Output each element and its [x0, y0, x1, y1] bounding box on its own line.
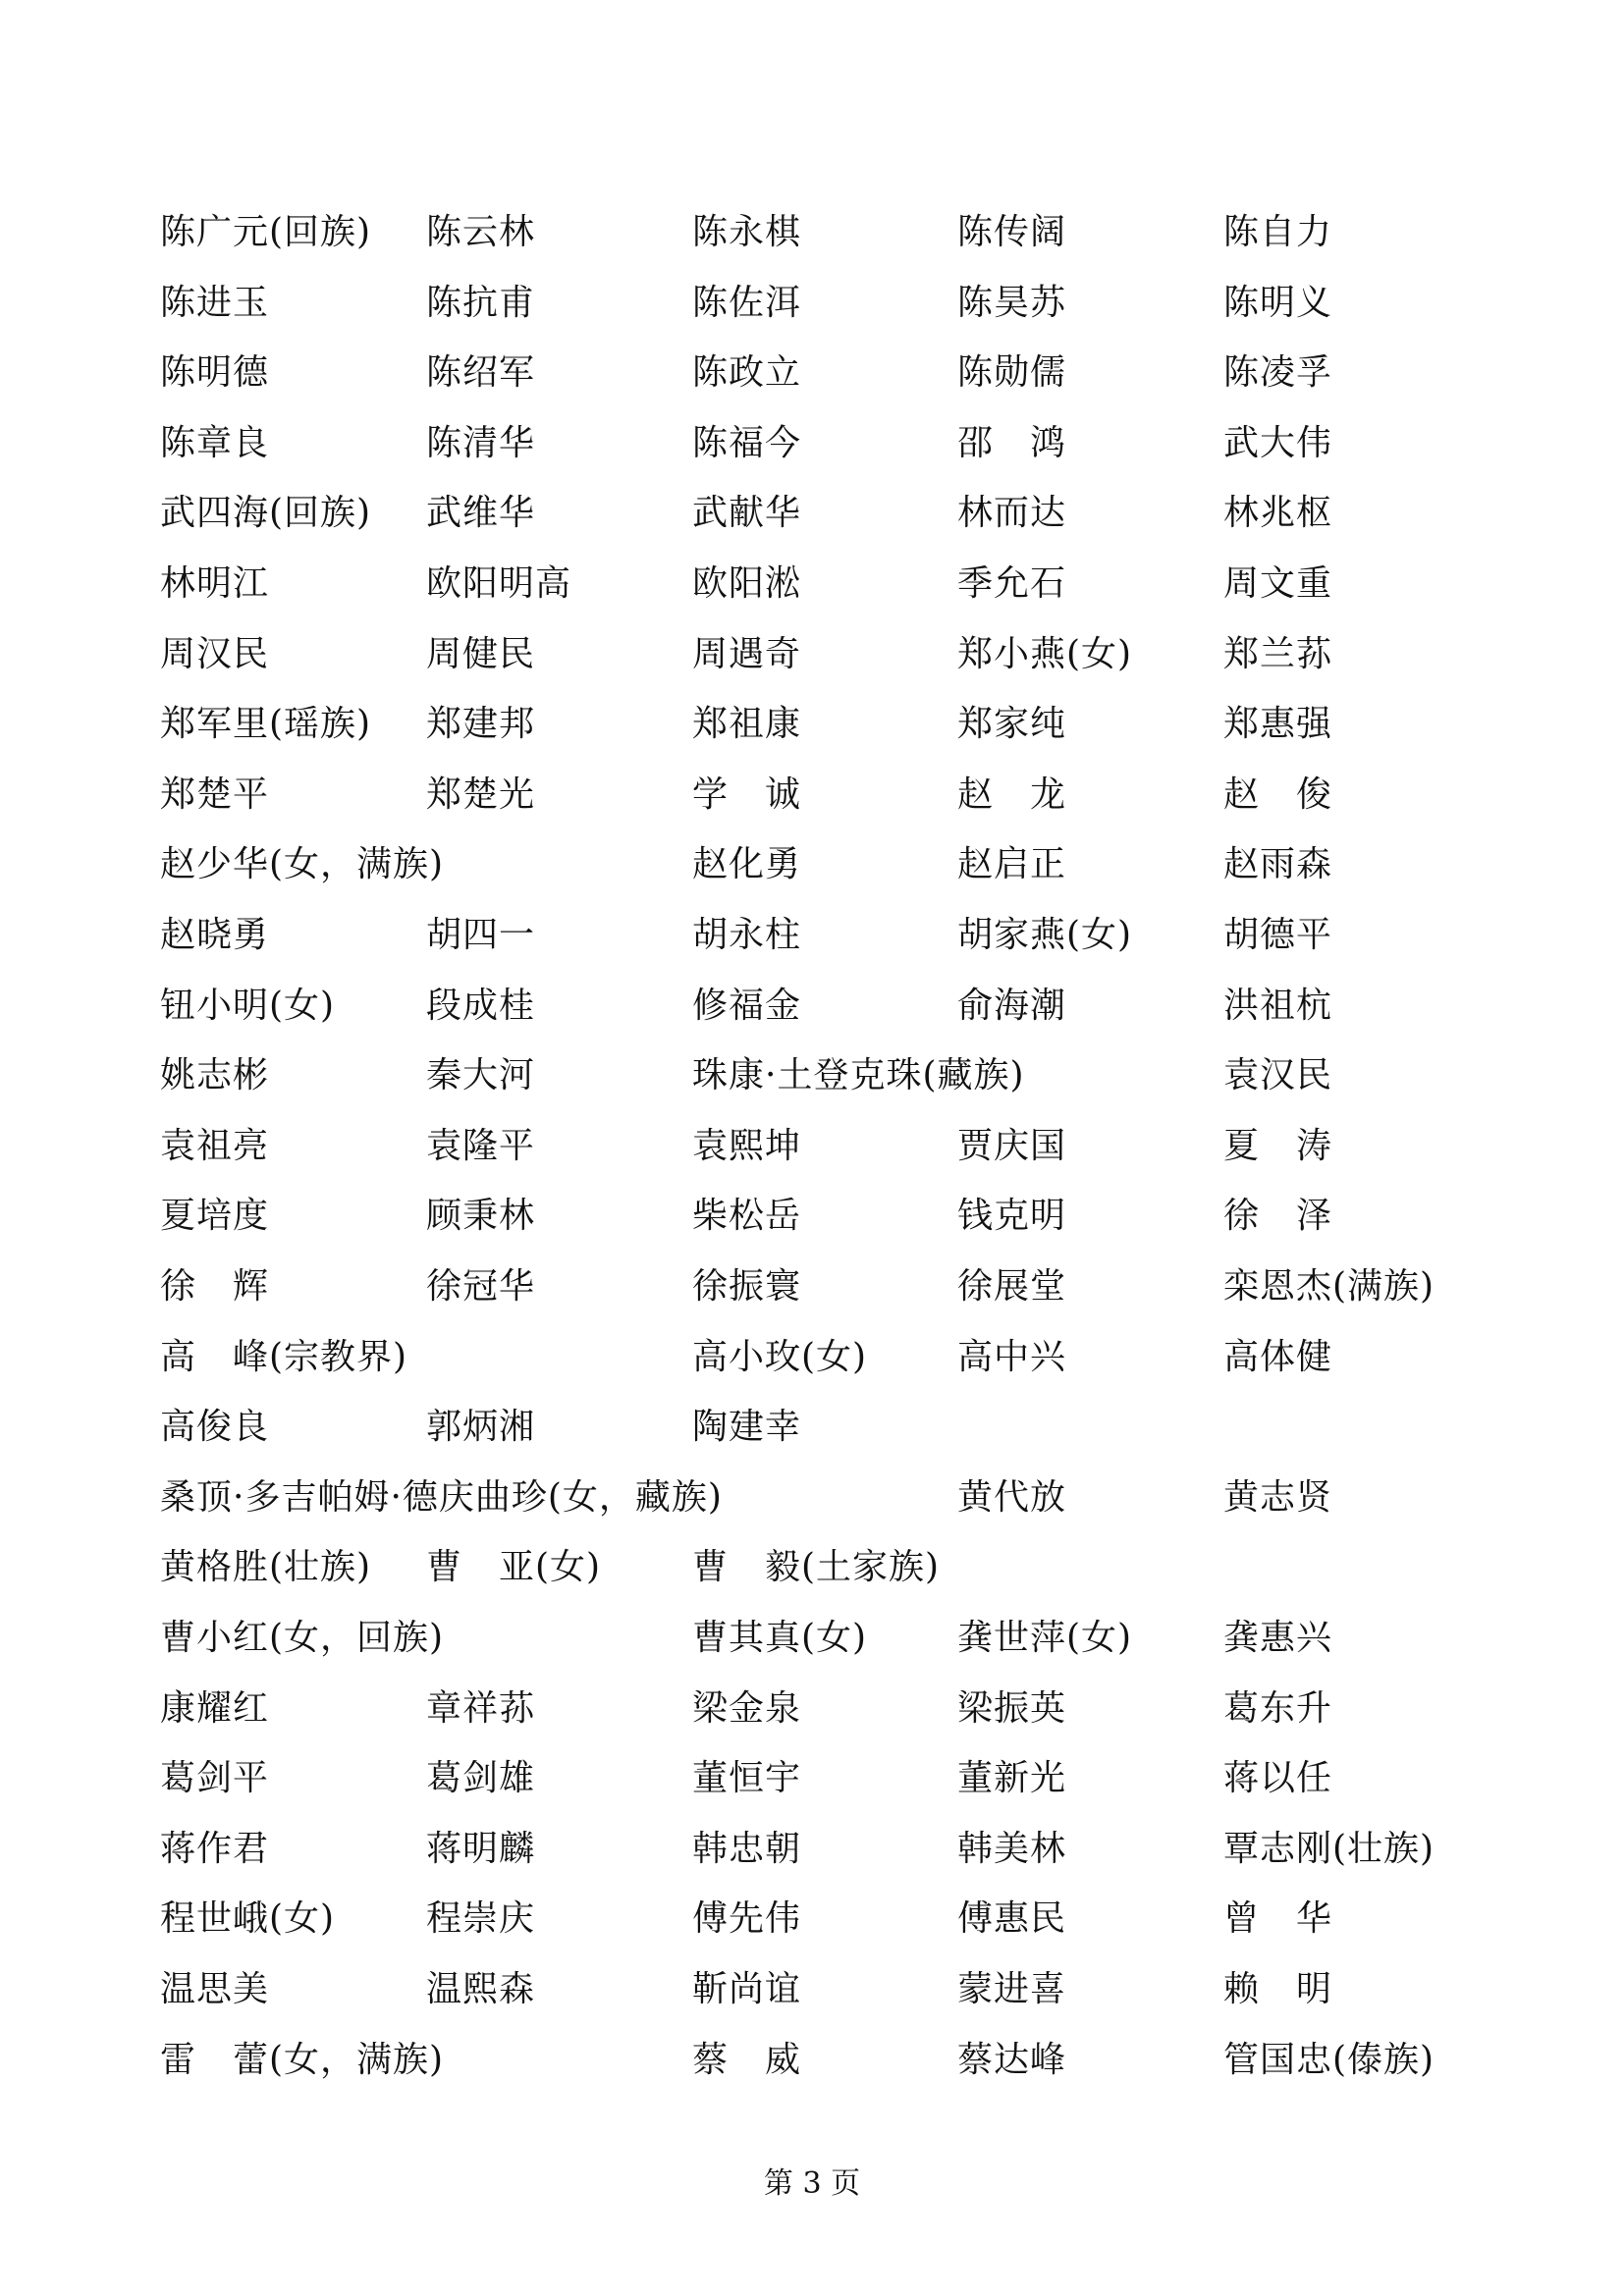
name-entry: 胡家燕(女): [957, 915, 1133, 955]
name-entry: 高俊良: [160, 1407, 270, 1448]
name-entry: 董恒宇: [692, 1758, 802, 1799]
name-entry: 陈云林: [426, 212, 536, 252]
name-entry: 陈昊苏: [957, 282, 1067, 323]
name-entry: 郑楚光: [426, 774, 536, 815]
name-entry: 陈清华: [426, 422, 536, 463]
name-entry: 周汉民: [160, 633, 270, 674]
name-row: [0, 689, 1624, 760]
name-entry: 柴松岳: [692, 1196, 802, 1237]
name-entry: 郑家纯: [957, 704, 1067, 745]
name-entry: 管国忠(傣族): [1223, 2039, 1435, 2080]
name-row: [0, 2025, 1624, 2096]
name-entry: 郑兰荪: [1223, 633, 1333, 674]
name-entry: 蒋以任: [1223, 1758, 1333, 1799]
name-entry: 高小玫(女): [692, 1336, 868, 1377]
name-entry: 武献华: [692, 493, 802, 534]
name-entry: 覃志刚(壮族): [1223, 1828, 1435, 1869]
name-entry: 陈传阔: [957, 212, 1067, 252]
name-entry: 徐 泽: [1223, 1196, 1333, 1237]
name-entry: 高体健: [1223, 1336, 1333, 1377]
name-entry: 赵 俊: [1223, 774, 1333, 815]
name-row: [0, 197, 1624, 268]
name-entry: 俞海潮: [957, 985, 1067, 1026]
name-entry: 陈勋儒: [957, 352, 1067, 394]
name-entry: 胡四一: [426, 915, 536, 955]
name-entry: 郑小燕(女): [957, 633, 1133, 674]
name-entry: 曹小红(女，回族): [160, 1618, 445, 1658]
name-row: [0, 829, 1624, 900]
name-entry: 桑顶·多吉帕姆·德庆曲珍(女，藏族): [160, 1476, 723, 1518]
name-entry: 林而达: [957, 493, 1067, 534]
name-entry: 曹其真(女): [692, 1618, 868, 1658]
name-entry: 秦大河: [426, 1055, 536, 1096]
name-row: [0, 760, 1624, 830]
name-entry: 赵少华(女，满族): [160, 844, 445, 885]
name-entry: 陈凌孚: [1223, 352, 1333, 394]
name-entry: 蒙进喜: [957, 1969, 1067, 2009]
name-row: [0, 1814, 1624, 1885]
name-row: [0, 408, 1624, 479]
name-row: [0, 1322, 1624, 1393]
name-entry: 赵启正: [957, 844, 1067, 885]
name-entry: 郑惠强: [1223, 704, 1333, 745]
name-entry: 龚世萍(女): [957, 1618, 1133, 1658]
name-entry: 陈抗甫: [426, 282, 536, 323]
name-row: [0, 1392, 1624, 1463]
name-entry: 曾 华: [1223, 1898, 1333, 1940]
name-entry: 梁金泉: [692, 1687, 802, 1729]
name-row: [0, 1603, 1624, 1674]
name-entry: 赵雨森: [1223, 844, 1333, 885]
name-entry: 陈福今: [692, 422, 802, 463]
name-entry: 徐冠华: [426, 1266, 536, 1307]
name-entry: 蔡 威: [692, 2039, 802, 2080]
name-entry: 珠康·土登克珠(藏族): [692, 1055, 1025, 1096]
name-entry: 赖 明: [1223, 1969, 1333, 2009]
name-entry: 武大伟: [1223, 422, 1333, 463]
name-entry: 高 峰(宗教界): [160, 1336, 408, 1377]
name-entry: 段成桂: [426, 985, 536, 1026]
name-row: [0, 1884, 1624, 1954]
name-entry: 陈明德: [160, 352, 270, 394]
name-entry: 钱克明: [957, 1196, 1067, 1237]
name-entry: 陈进玉: [160, 282, 270, 323]
name-entry: 赵晓勇: [160, 915, 270, 955]
name-entry: 程崇庆: [426, 1898, 536, 1940]
name-entry: 梁振英: [957, 1687, 1067, 1729]
name-entry: 夏 涛: [1223, 1125, 1333, 1166]
name-entry: 雷 蕾(女，满族): [160, 2039, 445, 2080]
name-row: [0, 1954, 1624, 2025]
name-row: [0, 971, 1624, 1041]
name-row: [0, 268, 1624, 339]
name-entry: 学 诚: [692, 774, 802, 815]
name-entry: 葛剑雄: [426, 1758, 536, 1799]
name-entry: 徐展堂: [957, 1266, 1067, 1307]
name-entry: 葛剑平: [160, 1758, 270, 1799]
name-entry: 陈佐洱: [692, 282, 802, 323]
name-entry: 欧阳明高: [426, 563, 572, 604]
name-entry: 钮小明(女): [160, 985, 336, 1026]
name-row: [0, 338, 1624, 408]
name-entry: 姚志彬: [160, 1055, 270, 1096]
name-entry: 黄代放: [957, 1476, 1067, 1518]
name-entry: 栾恩杰(满族): [1223, 1266, 1435, 1307]
name-entry: 高中兴: [957, 1336, 1067, 1377]
name-entry: 黄志贤: [1223, 1476, 1333, 1518]
name-entry: 林兆枢: [1223, 493, 1333, 534]
name-entry: 胡德平: [1223, 915, 1333, 955]
name-entry: 韩美林: [957, 1828, 1067, 1869]
name-entry: 欧阳淞: [692, 563, 802, 604]
name-entry: 洪祖杭: [1223, 985, 1333, 1026]
name-entry: 赵化勇: [692, 844, 802, 885]
name-entry: 曹 亚(女): [426, 1547, 602, 1588]
name-entry: 董新光: [957, 1758, 1067, 1799]
name-entry: 夏培度: [160, 1196, 270, 1237]
name-entry: 靳尚谊: [692, 1969, 802, 2009]
name-entry: 陶建幸: [692, 1407, 802, 1448]
name-entry: 陈广元(回族): [160, 212, 372, 252]
name-entry: 黄格胜(壮族): [160, 1547, 372, 1588]
name-entry: 周文重: [1223, 563, 1333, 604]
name-row: [0, 1252, 1624, 1322]
name-entry: 傅惠民: [957, 1898, 1067, 1940]
name-entry: 修福金: [692, 985, 802, 1026]
name-entry: 袁汉民: [1223, 1055, 1333, 1096]
name-entry: 康耀红: [160, 1687, 270, 1729]
name-entry: 郭炳湘: [426, 1407, 536, 1448]
name-row: [0, 1532, 1624, 1603]
name-entry: 周健民: [426, 633, 536, 674]
name-entry: 徐振寰: [692, 1266, 802, 1307]
name-entry: 温思美: [160, 1969, 270, 2009]
name-entry: 武四海(回族): [160, 493, 372, 534]
name-row: [0, 1674, 1624, 1744]
name-entry: 曹 毅(土家族): [692, 1547, 941, 1588]
name-entry: 龚惠兴: [1223, 1618, 1333, 1658]
name-entry: 顾秉林: [426, 1196, 536, 1237]
name-entry: 蔡达峰: [957, 2039, 1067, 2080]
name-entry: 陈永棋: [692, 212, 802, 252]
name-entry: 徐 辉: [160, 1266, 270, 1307]
name-entry: 贾庆国: [957, 1125, 1067, 1166]
name-entry: 章祥荪: [426, 1687, 536, 1729]
name-entry: 陈政立: [692, 352, 802, 394]
name-entry: 程世峨(女): [160, 1898, 336, 1940]
name-row: [0, 619, 1624, 690]
name-entry: 陈明义: [1223, 282, 1333, 323]
page-number: 第 3 页: [763, 2166, 861, 2201]
name-entry: 袁隆平: [426, 1125, 536, 1166]
name-row: [0, 478, 1624, 549]
name-row: [0, 1463, 1624, 1533]
name-entry: 邵 鸿: [957, 422, 1067, 463]
name-entry: 林明江: [160, 563, 270, 604]
name-entry: 郑楚平: [160, 774, 270, 815]
name-entry: 葛东升: [1223, 1687, 1333, 1729]
name-entry: 傅先伟: [692, 1898, 802, 1940]
name-entry: 郑祖康: [692, 704, 802, 745]
name-entry: 袁祖亮: [160, 1125, 270, 1166]
name-entry: 袁熙坤: [692, 1125, 802, 1166]
name-entry: 周遇奇: [692, 633, 802, 674]
name-row: [0, 549, 1624, 619]
name-entry: 温熙森: [426, 1969, 536, 2009]
name-entry: 蒋作君: [160, 1828, 270, 1869]
name-row: [0, 1181, 1624, 1252]
name-entry: 蒋明麟: [426, 1828, 536, 1869]
name-entry: 武维华: [426, 493, 536, 534]
name-entry: 胡永柱: [692, 915, 802, 955]
name-entry: 赵 龙: [957, 774, 1067, 815]
name-row: [0, 1111, 1624, 1182]
name-entry: 郑军里(瑶族): [160, 704, 372, 745]
name-row: [0, 900, 1624, 971]
name-entry: 陈章良: [160, 422, 270, 463]
name-entry: 陈绍军: [426, 352, 536, 394]
name-row: [0, 1743, 1624, 1814]
name-row: [0, 1041, 1624, 1111]
name-entry: 陈自力: [1223, 212, 1333, 252]
name-entry: 郑建邦: [426, 704, 536, 745]
name-entry: 韩忠朝: [692, 1828, 802, 1869]
name-entry: 季允石: [957, 563, 1067, 604]
